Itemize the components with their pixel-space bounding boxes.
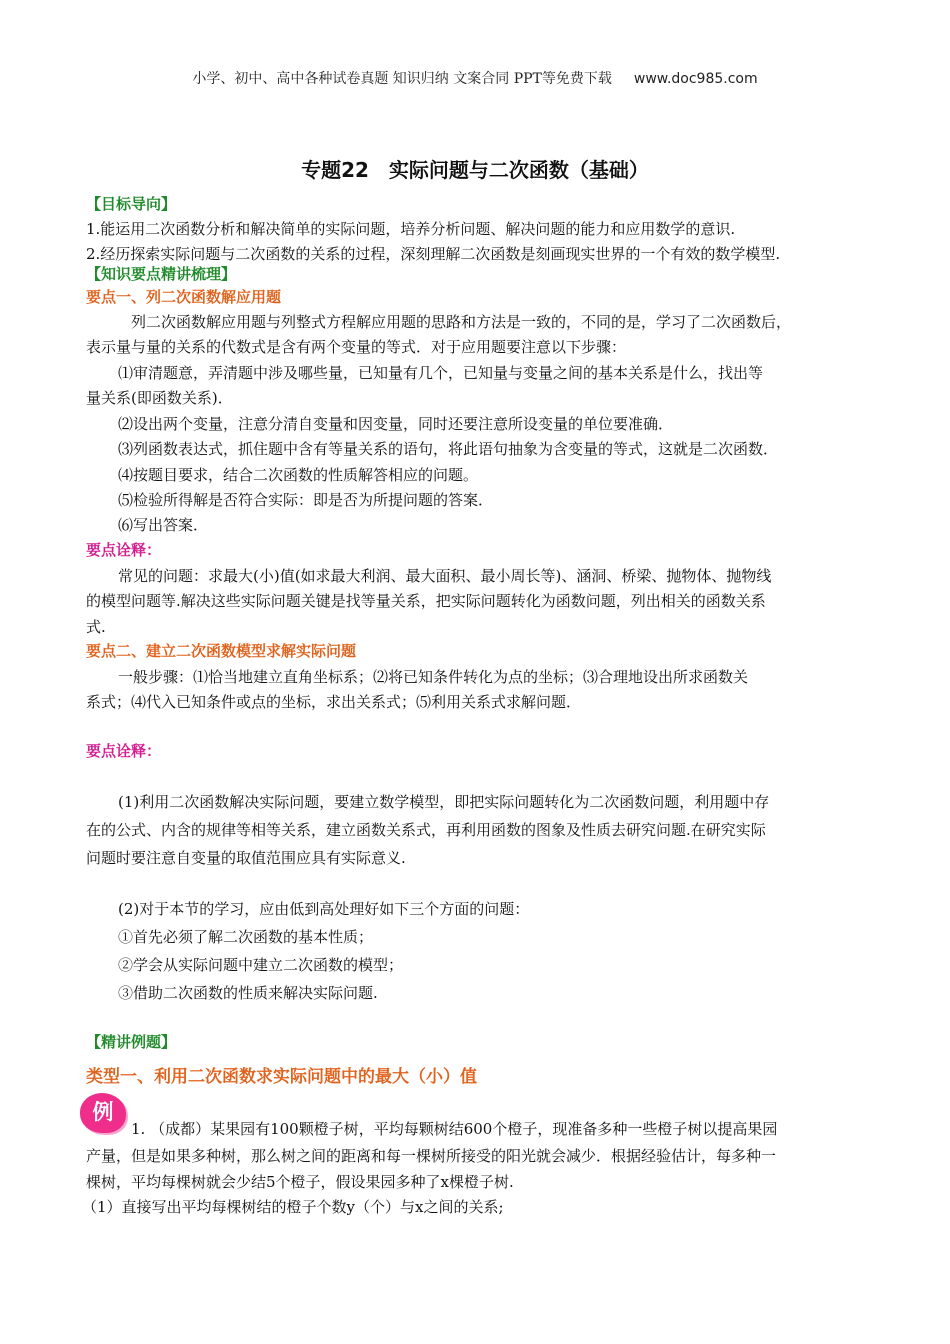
note-2a-line-1: (1)利用二次函数解决实际问题，要建立数学模型，即把实际问题转化为二次函数问题，利用题中存 [118,793,770,811]
point-1-heading: 要点一、列二次函数解应用题 [86,288,282,306]
type-1-heading: 类型一、利用二次函数求实际问题中的最大（小）值 [86,1067,477,1087]
note-2-heading: 要点诠释： [86,742,162,760]
example-1-line-1: 1. （成都）某果园有100颗橙子树，平均每颗树结600个橙子，现准备多种一些橙子树以提高果园 [131,1120,778,1138]
step-3: ⑶列函数表达式，抓住题中含有等量关系的语句，将此语句抽象为含变量的等式，这就是二次函数． [118,440,779,458]
point-1-para-line-1: 列二次函数解应用题与列整式方程解应用题的思路和方法是一致的，不同的是，学习了二次函数后， [131,313,792,331]
goal-2: 2.经历探索实际问题与二次函数的关系的过程，深刻理解二次函数是刻画现实世界的一个有效的数学模型. [86,245,781,263]
example-1-line-3: 棵树，平均每棵树就会少结5个橙子，假设果园多种了x棵橙子树. [86,1173,514,1191]
goals-heading: 【目标导向】 [86,195,177,213]
step-1-line-2: 量关系(即函数关系)． [86,389,233,407]
step-5: ⑸检验所得解是否符合实际：即是否为所提问题的答案． [118,491,494,509]
example-badge: 例 [80,1093,126,1133]
header-url[interactable]: www.doc985.com [633,71,758,87]
point-2-line-2: 系式；⑷代入已知条件或点的坐标，求出关系式；⑸利用关系式求解问题． [86,693,582,711]
page-title: 专题22 实际问题与二次函数（基础） [301,158,649,182]
knowledge-heading: 【知识要点精讲梳理】 [86,265,237,283]
examples-heading: 【精讲例题】 [86,1033,177,1051]
note-2b: (2)对于本节的学习，应由低到高处理好如下三个方面的问题： [118,900,530,918]
step-1-line-1: ⑴审清题意，弄清题中涉及哪些量，已知量有几个，已知量与变量之间的基本关系是什么，找出等 [118,364,764,382]
page-header [0,68,950,88]
note-2a-line-2: 在的公式、内含的规律等相等关系，建立函数关系式，再利用函数的图象及性质去研究问题.在研究实际 [86,821,766,839]
point-2-line-1: 一般步骤：⑴恰当地建立直角坐标系；⑵将已知条件转化为点的坐标；⑶合理地设出所求函数关 [118,668,749,686]
note-2b-item-1: ①首先必须了解二次函数的基本性质； [118,928,374,946]
note-1-line-2: 的模型问题等.解决这些实际问题关键是找等量关系，把实际问题转化为函数问题，列出相关的函数关系 [86,592,766,610]
example-1-line-2: 产量，但是如果多种树，那么树之间的距离和每一棵树所接受的阳光就会减少．根据经验估计，每多种一 [86,1147,777,1165]
goal-1: 1.能运用二次函数分析和解决简单的实际问题，培养分析问题、解决问题的能力和应用数学的意识. [86,220,736,238]
step-2: ⑵设出两个变量，注意分清自变量和因变量，同时还要注意所设变量的单位要准确． [118,415,674,433]
note-1-line-3: 式. [86,618,106,636]
step-4: ⑷按题目要求，结合二次函数的性质解答相应的问题。 [118,466,479,484]
point-2-heading: 要点二、建立二次函数模型求解实际问题 [86,642,357,660]
note-1-heading: 要点诠释： [86,541,162,559]
note-1-line-1: 常见的问题：求最大(小)值(如求最大利润、最大面积、最小周长等)、涵洞、桥梁、抛物体、抛物线 [118,567,772,585]
example-1-question-1: （1）直接写出平均每棵树结的橙子个数y（个）与x之间的关系; [82,1198,504,1216]
header-text: 小学、初中、高中各种试卷真题 知识归纳 文案合同 PPT等免费下载 [192,71,612,87]
note-2b-item-3: ③借助二次函数的性质来解决实际问题. [118,984,378,1002]
note-2b-item-2: ②学会从实际问题中建立二次函数的模型； [118,956,404,974]
step-6: ⑹写出答案． [118,516,209,534]
note-2a-line-3: 问题时要注意自变量的取值范围应具有实际意义. [86,849,406,867]
point-1-para-line-2: 表示量与量的关系的代数式是含有两个变量的等式．对于应用题要注意以下步骤： [86,338,627,356]
